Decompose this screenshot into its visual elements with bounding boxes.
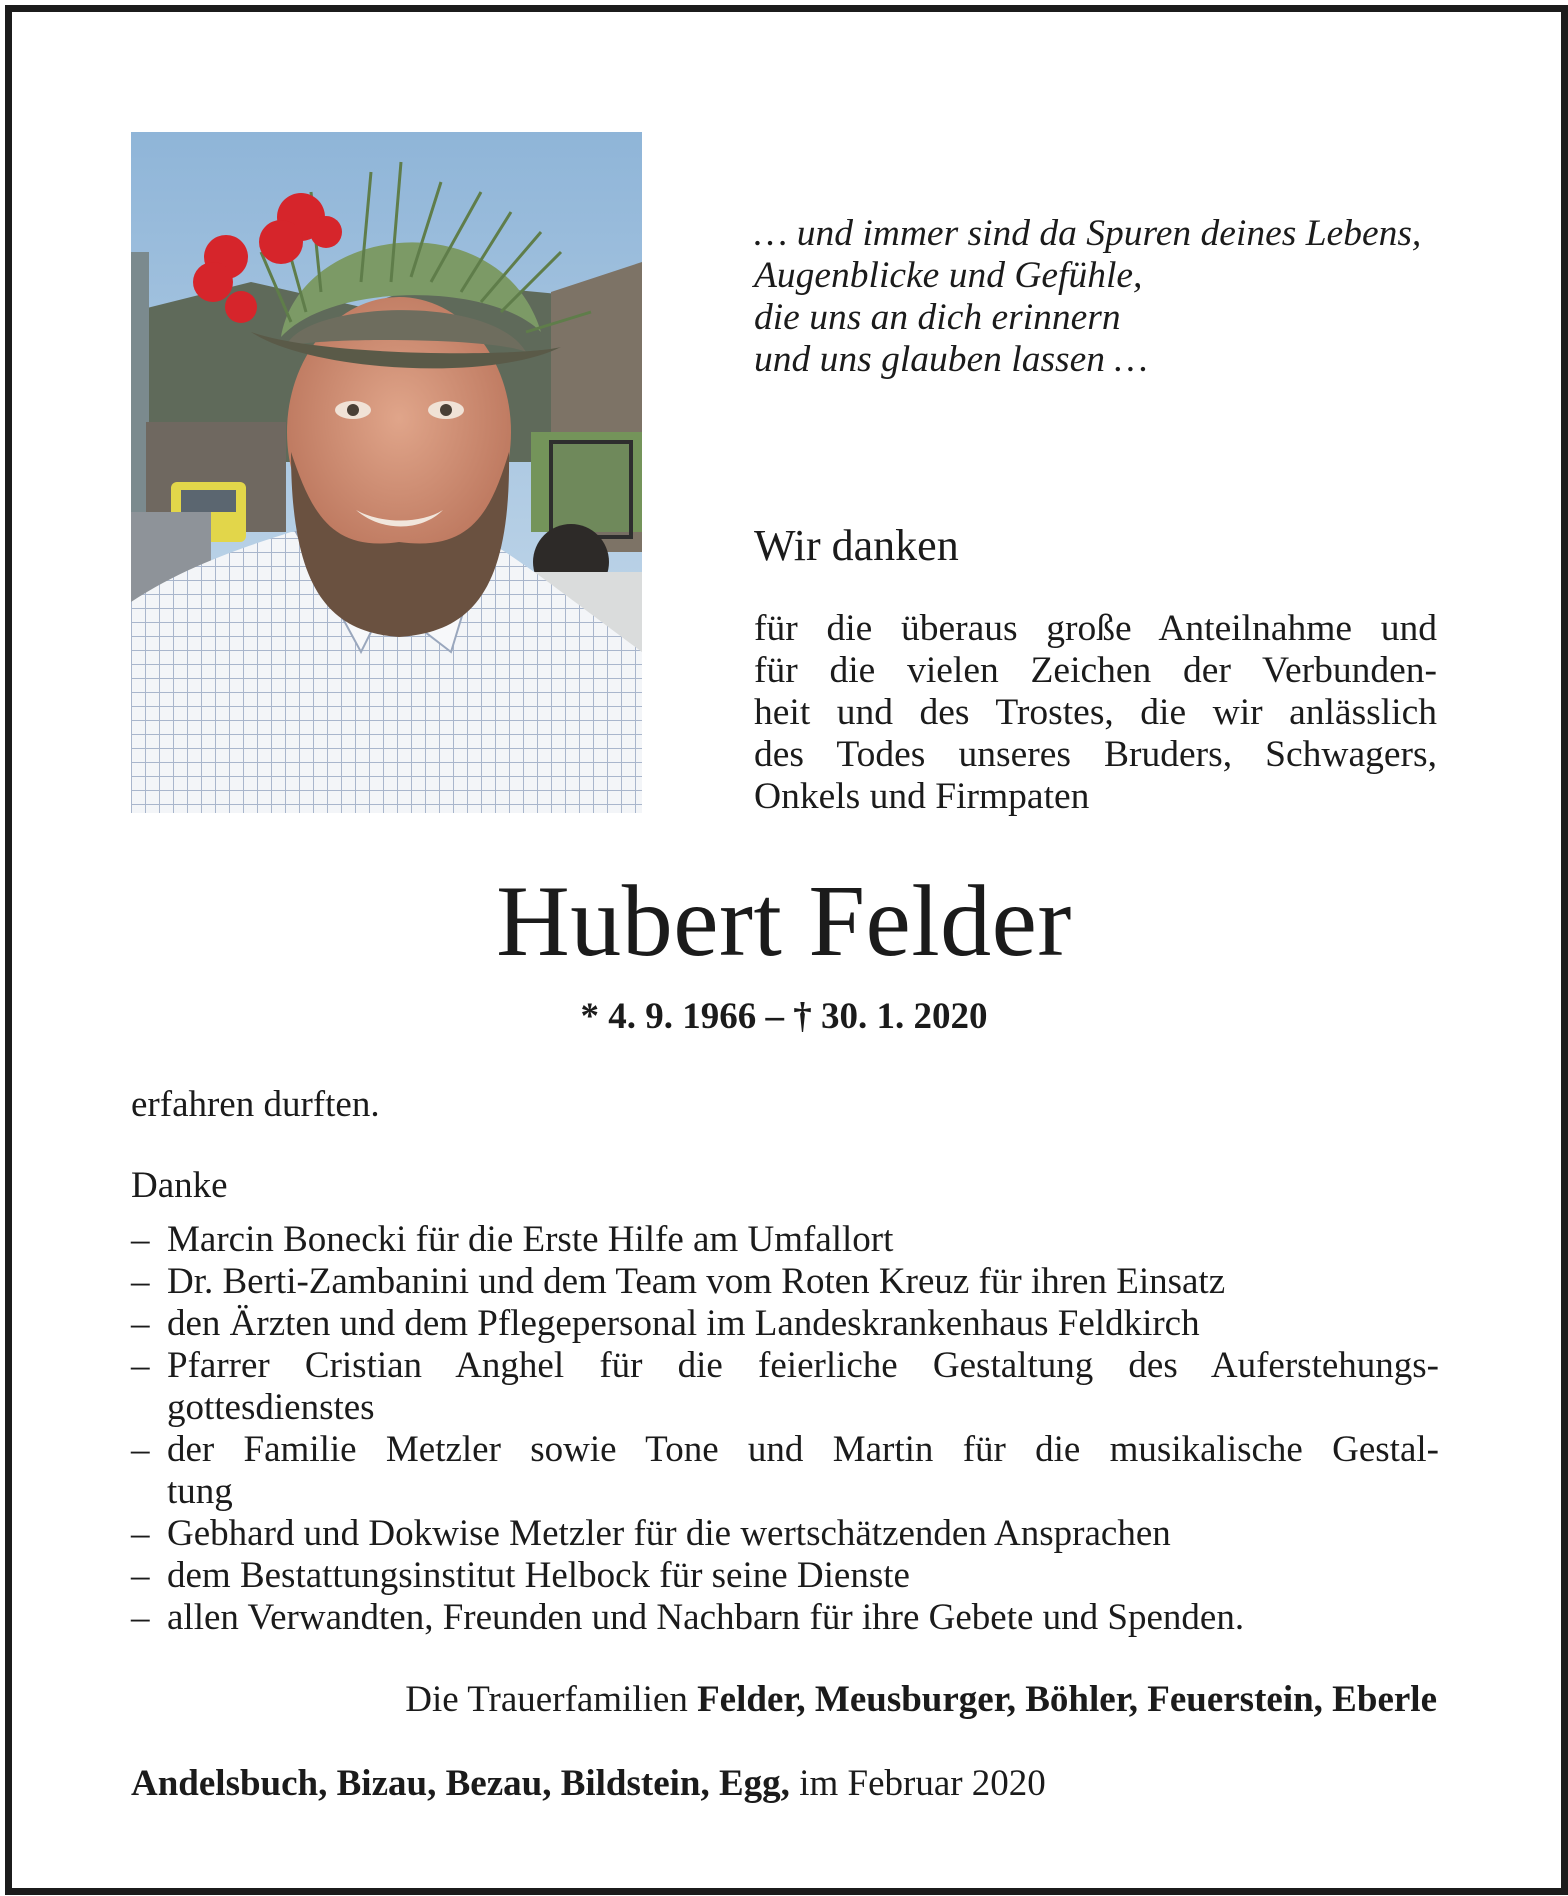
list-item [131,1597,1439,1639]
list-item [131,1303,1439,1345]
quote-line: … und immer sind da Spuren deines Lebens, [754,213,1422,254]
list-item [131,1345,1439,1429]
place-and-date [131,1762,1046,1805]
list-item-text: Pfarrer Cristian Anghel für die feierliche Gestaltung des Auferstehungs- [167,1345,1439,1386]
memorial-quote [754,213,1474,381]
list-item [131,1261,1439,1303]
intro-line: heit und des Trostes, die wir anlässlich [754,692,1437,733]
list-dash: – [131,1303,150,1344]
list-item-text: gottesdienstes [167,1387,375,1428]
intro-line: des Todes unseres Bruders, Schwagers, [754,734,1437,775]
mourning-families [131,1678,1437,1721]
list-dash: – [131,1429,150,1470]
list-item [131,1555,1439,1597]
list-item [131,1513,1439,1555]
list-item-text: Marcin Bonecki für die Erste Hilfe am Umfallort [167,1219,894,1260]
places: Andelsbuch, Bizau, Bezau, Bildstein, Egg, [131,1763,790,1804]
intro-line: für die überaus große Anteilnahme und [754,608,1437,649]
families-prefix: Die Trauerfamilien [405,1679,698,1720]
portrait-photo [131,132,642,813]
list-dash: – [131,1261,150,1302]
list-item-text: tung [167,1471,233,1512]
list-dash: – [131,1555,150,1596]
quote-line: Augenblicke und Gefühle, [754,255,1143,296]
thanks-list [131,1219,1439,1639]
intro-paragraph [754,608,1437,818]
deceased-name: Hubert Felder [496,865,1072,978]
list-item-text: den Ärzten und dem Pflegepersonal im Landeskrankenhaus Feldkirch [167,1303,1200,1344]
date-line: im Februar 2020 [789,1763,1046,1804]
life-dates: * 4. 9. 1966 – † 30. 1. 2020 [580,996,988,1037]
list-dash: – [131,1345,150,1386]
list-dash: – [131,1597,150,1638]
list-item-text: Gebhard und Dokwise Metzler für die wertschätzenden Ansprachen [167,1513,1171,1554]
paragraph-continuation: erfahren durften. [131,1084,380,1125]
list-dash: – [131,1219,150,1260]
danke-heading: Danke [131,1165,228,1206]
quote-line: und uns glauben lassen … [754,339,1148,380]
list-item-text: dem Bestattungsinstitut Helbock für seine Dienste [167,1555,910,1596]
quote-line: die uns an dich erinnern [754,297,1121,338]
list-item-text: der Familie Metzler sowie Tone und Martin für die musikalische Gestal- [167,1429,1439,1470]
list-item [131,1429,1439,1513]
intro-line: für die vielen Zeichen der Verbunden- [754,650,1437,691]
list-item [131,1219,1439,1261]
intro-line: Onkels und Firmpaten [754,776,1090,817]
list-dash: – [131,1513,150,1554]
list-item-text: Dr. Berti-Zambanini und dem Team vom Roten Kreuz für ihren Einsatz [167,1261,1226,1302]
family-names: Felder, Meusburger, Böhler, Feuerstein, Eberle [697,1679,1437,1720]
thanks-heading: Wir danken [754,521,959,570]
list-item-text: allen Verwandten, Freunden und Nachbarn für ihre Gebete und Spenden. [167,1597,1245,1638]
